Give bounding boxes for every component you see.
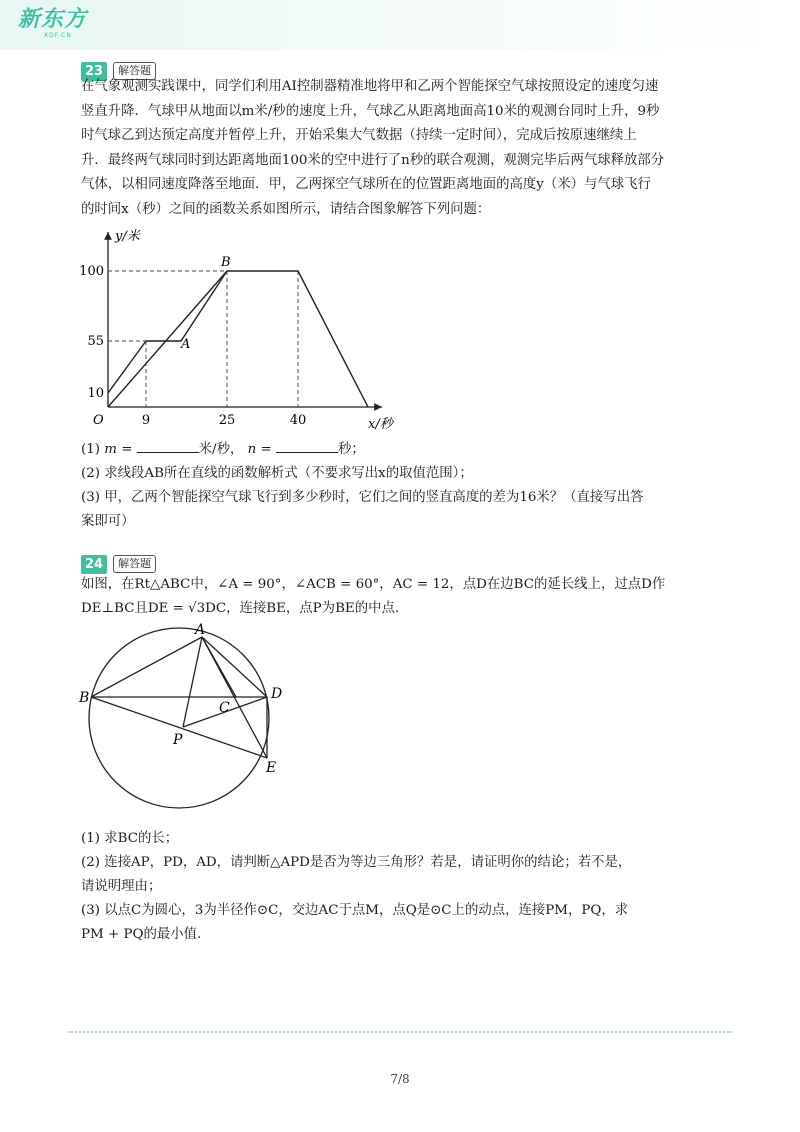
y-tick-10: 10 bbox=[87, 386, 104, 401]
footer-divider bbox=[68, 1031, 732, 1033]
balloon-jia-line bbox=[108, 271, 368, 407]
label-D: D bbox=[271, 686, 283, 702]
q23-function-graph bbox=[70, 222, 410, 437]
q23-sub1-prefix: (1) bbox=[81, 442, 100, 457]
q23-stem-line: 竖直升降．气球甲从地面以m米/秒的速度上升，气球乙从距离地面高10米的观测台同时上升，9秒 bbox=[81, 103, 660, 119]
label-C: C bbox=[219, 700, 230, 716]
point-a-label: A bbox=[181, 337, 191, 352]
q23-stem-line: 气体，以相同速度降落至地面．甲，乙两探空气球所在的位置距离地面的高度y（米）与气球飞行 bbox=[81, 177, 651, 192]
label-B: B bbox=[79, 690, 90, 706]
q24-stem-line2: DE⊥BC且DE = √3DC，连接BE，点P为BE的中点. bbox=[81, 601, 400, 616]
q23-stem-line: 的时间x（秒）之间的函数关系如图所示，请结合图象解答下列问题： bbox=[81, 201, 491, 217]
circumcircle bbox=[89, 628, 269, 808]
x-tick-40: 40 bbox=[289, 413, 307, 428]
x-axis-label: x/秒 bbox=[368, 417, 393, 432]
seg-AB bbox=[91, 637, 202, 697]
q24-geometry-figure bbox=[76, 620, 296, 820]
header-band bbox=[0, 0, 800, 50]
q24-type-tag: 解答题 bbox=[113, 555, 156, 573]
y-tick-55: 55 bbox=[87, 334, 104, 349]
seg-AP bbox=[183, 637, 202, 727]
q23-stem-line: 时气球乙到达预定高度并暂停上升，开始采集大气数据（持续一定时间），完成后按原速继续上 bbox=[81, 128, 637, 143]
brand-logo bbox=[18, 8, 87, 39]
q24-sub1: (1) 求BC的长； bbox=[81, 831, 179, 846]
answer-blank-m[interactable] bbox=[137, 440, 199, 453]
q23-stem-line: 升．最终两气球同时到达距离地面100米的空中进行了n秒的联合观测，观测完毕后两气球释放部分 bbox=[81, 152, 665, 168]
logo-main-text: 新东方 bbox=[18, 7, 88, 32]
answer-blank-n[interactable] bbox=[276, 440, 338, 453]
label-A: A bbox=[195, 622, 206, 638]
q23-sub2: (2) 求线段AB所在直线的函数解析式（不要求写出x的取值范围）； bbox=[81, 466, 473, 481]
y-axis-label: y/米 bbox=[115, 229, 140, 244]
q24-sub3-line2: PM + PQ的最小值. bbox=[81, 927, 202, 942]
y-tick-100: 100 bbox=[79, 264, 104, 279]
q24-sub2-line1: (2) 连接AP，PD，AD，请判断△APD是否为等边三角形？若是，请证明你的结论；若不是， bbox=[81, 855, 632, 870]
point-b-label: B bbox=[221, 255, 231, 270]
q24-sub2-line2: 请说明理由； bbox=[81, 879, 162, 894]
q24-number-badge: 24 bbox=[81, 555, 107, 574]
q23-sub1-end: 秒； bbox=[337, 442, 365, 457]
balloon-yi-line bbox=[108, 271, 227, 393]
q24-header bbox=[81, 554, 156, 574]
q23-sub3-line1: (3) 甲，乙两个智能探空气球飞行到多少秒时，它们之间的竖直高度的差为16米？（直接写出答 bbox=[81, 490, 644, 505]
q23-type-tag: 解答题 bbox=[113, 62, 156, 80]
x-tick-25: 25 bbox=[218, 413, 236, 428]
q23-sub3-line2: 案即可） bbox=[81, 514, 135, 529]
q23-sub1-mid: 米/秒， bbox=[198, 442, 244, 457]
q23-number-badge: 23 bbox=[81, 62, 107, 81]
q23-stem-line: 在气象观测实践课中，同学们利用AI控制器精准地将甲和乙两个智能探空气球按照设定的速度匀速 bbox=[81, 79, 659, 94]
page-number: 7/8 bbox=[390, 1072, 410, 1086]
label-P: P bbox=[173, 732, 183, 748]
var-n: n bbox=[247, 442, 257, 457]
label-E: E bbox=[266, 760, 277, 776]
x-tick-9: 9 bbox=[141, 413, 151, 428]
var-m: m bbox=[104, 442, 117, 457]
logo-sub-text: XDF.CN bbox=[44, 32, 72, 39]
origin-label: O bbox=[93, 413, 104, 428]
q23-sub1: (1) m = 米/秒， n = 秒； bbox=[81, 442, 365, 457]
q24-stem-line1: 如图，在Rt△ABC中，∠A = 90°，∠ACB = 60°，AC = 12，点D在边BC的延长线上，过点D作 bbox=[81, 577, 666, 592]
seg-AD bbox=[202, 637, 267, 697]
q24-sub3-line1: (3) 以点C为圆心，3为半径作⊙C，交边AC于点M，点Q是⊙C上的动点，连接PM，PQ，求 bbox=[81, 903, 629, 918]
q23-stem bbox=[81, 75, 721, 222]
